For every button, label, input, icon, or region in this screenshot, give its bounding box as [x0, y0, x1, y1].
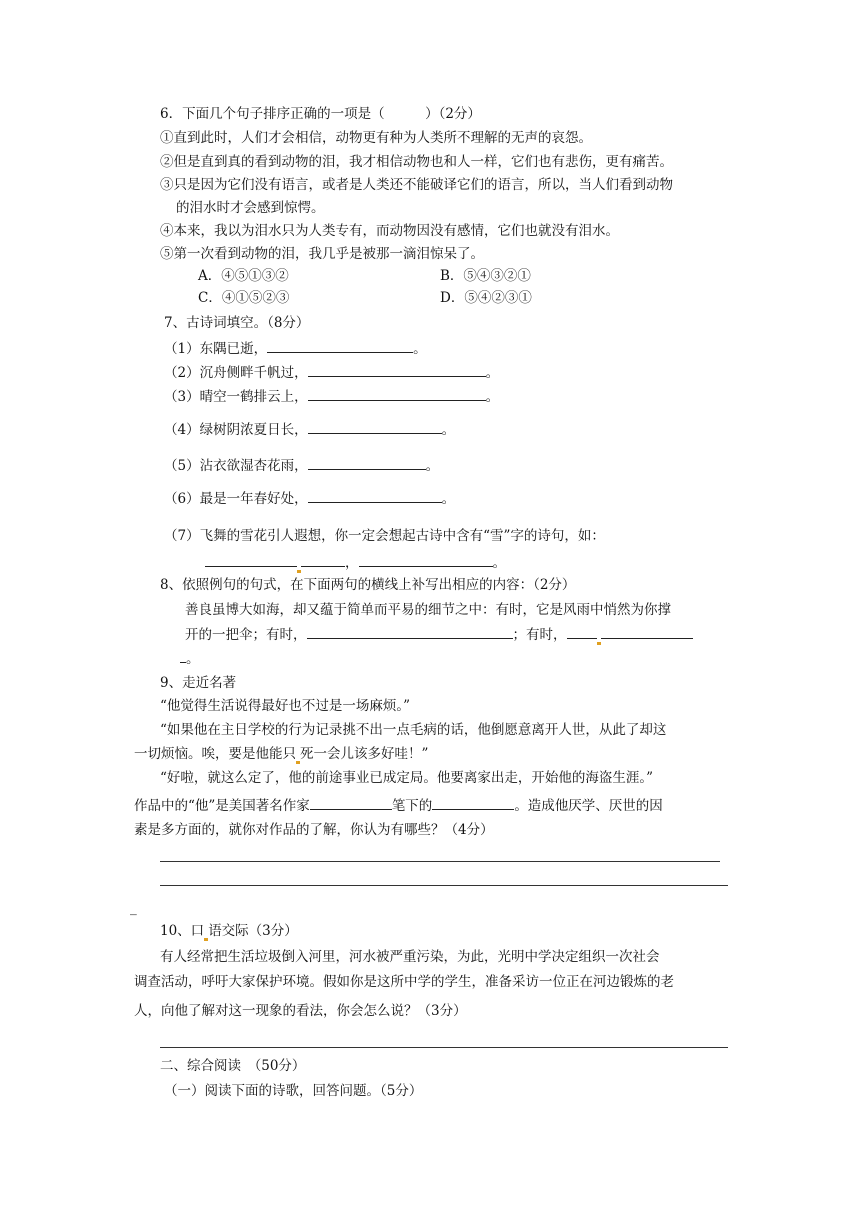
q8-line-1: 善良虽博大如海，却又蕴于简单而平易的细节之中：有时，它是风雨中悄然为你撑 — [185, 602, 671, 618]
marker-dot — [597, 642, 601, 645]
q7-item-3 — [164, 386, 499, 407]
q9-q-part2: 笔下的 — [391, 798, 433, 814]
work-blank[interactable] — [432, 795, 514, 810]
q9-q-part1: 作品中的“他”是美国著名作家 — [134, 798, 310, 814]
q6-title: 6．下面几个句子排序正确的一项是（ ）（2分） — [160, 106, 481, 122]
q6-sentence-3a: ③只是因为它们没有语言，或者是人类还不能破译它们的语言，所以，当人们看到动物 — [160, 177, 673, 193]
answer-blank[interactable] — [301, 552, 345, 567]
q9-quote-1: “他觉得生活说得最好也不过是一场麻烦。” — [160, 698, 411, 714]
q7-item-5 — [164, 455, 439, 476]
q10-title-part1: 10、口 — [160, 923, 205, 939]
q7-item-4-text: （4）绿树阴浓夏日长， — [164, 422, 308, 438]
q8-line-3-end: 。 — [186, 651, 200, 667]
answer-blank[interactable] — [205, 552, 297, 567]
q7-item-6-text: （6）最是一年春好处， — [164, 491, 308, 507]
q7-item-2-text: （2）沉舟侧畔千帆过， — [164, 365, 308, 381]
q7-item-3-text: （3）晴空一鹤排云上， — [164, 389, 308, 405]
q6-sentence-4: ④本来，我以为泪水只为人类专有，而动物因没有感情，它们也就没有泪水。 — [160, 223, 619, 239]
part2-title: 二、综合阅读 （50分） — [160, 1058, 306, 1074]
q6-sentence-2: ②但是直到真的看到动物的泪，我才相信动物也和人一样，它们也有悲伤，更有痛苦。 — [160, 154, 673, 170]
q6-option-c: C．④①⑤②③ — [198, 290, 290, 306]
q6-sentence-3b: 的泪水时才会感到惊愕。 — [176, 200, 325, 216]
q7-item-7-comma: ， — [345, 555, 359, 571]
answer-line[interactable] — [160, 1047, 728, 1048]
q9-question-line-2: 素是多方面的，就你对作品的了解，你认为有哪些？（4分） — [134, 822, 494, 838]
q7-item-2-end: 。 — [485, 365, 500, 381]
q10-line-1: 有人经常把生活垃圾倒入河里，河水被严重污染，为此，光明中学决定组织一次社会 — [160, 949, 660, 965]
q8-line-2 — [185, 624, 693, 645]
q7-item-6-end: 。 — [441, 491, 456, 507]
q8-line-2a: 开的一把伞；有时， — [185, 627, 307, 643]
q7-item-2 — [164, 362, 499, 383]
answer-blank[interactable] — [308, 362, 486, 377]
q7-item-4-end: 。 — [441, 422, 456, 438]
q9-quote-2b — [134, 744, 428, 764]
q7-item-5-end: 。 — [425, 458, 440, 474]
answer-blank[interactable] — [308, 488, 442, 503]
q9-quote-2b-part2: 死一会儿该多好哇！” — [300, 746, 429, 762]
q9-q-part3: 。造成他厌学、厌世的因 — [514, 798, 663, 814]
q7-item-4 — [164, 419, 455, 440]
answer-blank[interactable] — [267, 338, 413, 353]
q7-item-1 — [164, 338, 427, 359]
q7-item-7: （7）飞舞的雪花引人遐想，你一定会想起古诗中含有“雪”字的诗句，如： — [164, 528, 605, 544]
answer-blank[interactable] — [567, 624, 597, 639]
q10-title — [160, 921, 298, 941]
marker-dot — [297, 570, 301, 573]
q6-sentence-1: ①直到此时，人们才会相信，动物更有种为人类所不理解的无声的哀怨。 — [160, 130, 592, 146]
q10-title-part2: 语交际（3分） — [208, 923, 298, 939]
answer-blank[interactable] — [601, 624, 693, 639]
answer-line[interactable] — [160, 885, 728, 886]
q9-title: 9、走近名著 — [160, 675, 237, 691]
q6-option-d: D．⑤④②③① — [440, 290, 532, 306]
part2-subtitle: （一）阅读下面的诗歌，回答问题。（5分） — [164, 1083, 423, 1099]
q9-quote-3: “好啦，就这么定了，他的前途事业已成定局。他要离家出走，开始他的海盗生涯。” — [160, 770, 654, 786]
q9-quote-2b-part1: 一切烦恼。唉，要是他能只 — [134, 746, 296, 762]
q8-title: 8、依照例句的句式，在下面两句的横线上补写出相应的内容：（2分） — [160, 577, 576, 593]
answer-blank[interactable] — [308, 455, 426, 470]
answer-blank[interactable] — [308, 386, 486, 401]
q6-option-a: A．④⑤①③② — [198, 268, 289, 284]
q8-line-2b: ；有时， — [512, 627, 567, 643]
q10-line-3: 人，向他了解对这一现象的看法，你会怎么说？（3分） — [134, 1003, 467, 1019]
q7-item-5-text: （5）沾衣欲湿杏花雨， — [164, 458, 308, 474]
q7-item-3-end: 。 — [485, 389, 500, 405]
q7-item-1-end: 。 — [413, 341, 427, 357]
q8-line-3 — [180, 648, 200, 669]
q7-item-7-end: 。 — [492, 555, 506, 571]
q9-tail: _ — [130, 900, 137, 916]
q9-quote-2a: “如果他在主日学校的行为记录挑不出一点毛病的话，他倒愿意离开人世，从此了却这 — [160, 722, 667, 738]
answer-blank[interactable] — [359, 552, 493, 567]
q7-title: 7、古诗词填空。（8分） — [164, 315, 310, 331]
q7-item-6 — [164, 488, 455, 509]
q7-item-7-blanks — [205, 552, 506, 573]
answer-blank[interactable] — [443, 624, 513, 639]
answer-line[interactable] — [160, 861, 720, 862]
q10-line-2: 调查活动，呼吁大家保护环境。假如你是这所中学的学生，准备采访一位正在河边锻炼的老 — [134, 974, 674, 990]
q9-question-line-1 — [134, 795, 663, 816]
author-blank[interactable] — [310, 795, 392, 810]
q6-option-b: B．⑤④③②① — [440, 268, 531, 284]
answer-blank[interactable] — [307, 624, 443, 639]
q6-sentence-5: ⑤第一次看到动物的泪，我几乎是被那一滴泪惊呆了。 — [160, 246, 484, 262]
answer-blank[interactable] — [308, 419, 442, 434]
q7-item-1-text: （1）东隅已逝， — [164, 341, 268, 357]
